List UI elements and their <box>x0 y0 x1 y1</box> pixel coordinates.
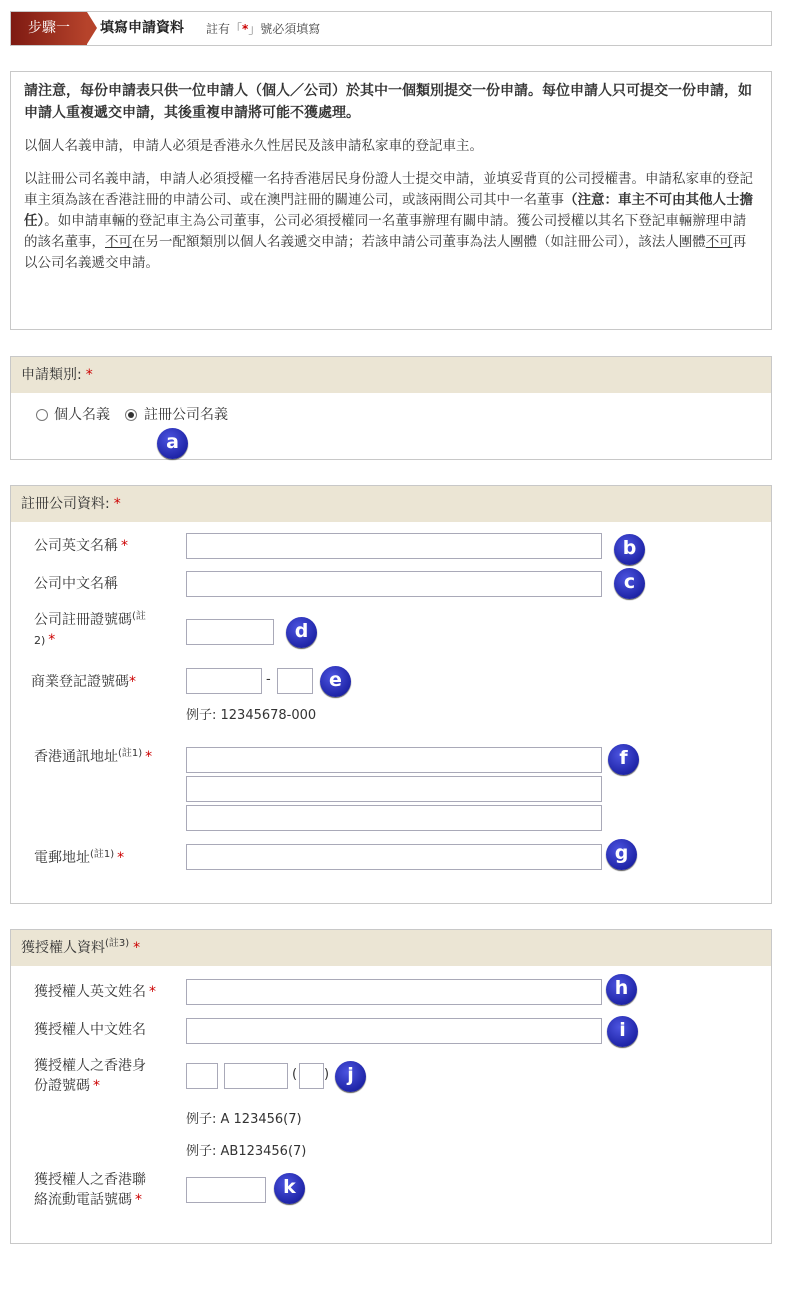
callout-badge-f: f <box>608 744 639 775</box>
authorised-heading: 獲授權人資料$^{(註3)}$ * <box>11 930 771 966</box>
radio-personal[interactable] <box>36 409 48 421</box>
notice-warning: 請注意，每份申請表只供一位申請人（個人／公司）於其中一個類別提交一份申請。每位申請人只可提交一份申請，如申請人重複遞交申請，其後重複申請將可能不獲處理。 <box>24 83 752 121</box>
radio-company[interactable] <box>125 409 137 421</box>
option-company-label[interactable]: 註冊公司名義 <box>144 407 228 423</box>
auth-zh-name-label: 獲授權人中文姓名 <box>34 1022 146 1038</box>
hkid-example-2: 例子: AB123456(7) <box>186 1144 307 1159</box>
auth-hkid-check-input[interactable] <box>299 1063 324 1089</box>
required-note: 註有「*」號必須填寫 <box>206 22 321 36</box>
company-address-line1[interactable] <box>186 747 602 773</box>
callout-badge-h: h <box>606 974 637 1005</box>
notice-box <box>10 71 772 330</box>
company-en-name-label: 公司英文名稱 * <box>34 538 128 554</box>
step-tab: 步驟一 <box>11 12 87 45</box>
company-email-label: 電郵地址$^{(註1)}$ * <box>34 849 125 866</box>
company-cr-input[interactable] <box>186 619 274 645</box>
step-arrow-icon <box>87 12 97 44</box>
hkid-example-1: 例子: A 123456(7) <box>186 1112 302 1127</box>
notice-company: 以註冊公司名義申請，申請人必須授權一名持香港居民身份證人士提交申請，並填妥背頁的公司授權書。申請私家車的登記車主須為該在香港註冊的申請公司、或在澳門註冊的關連公司，或該兩間公司其中一名董事（注意：車主不可由其他人士擔任）。如申請車輛的登記車主為公司董事，公司必須授權同一名董事辦理有關申請。獲公司授權以其名下登記車輛辦理申請的該名董事，不可在另一配額類別以個人名義遞交申請；若該申請公司董事為法人團體（如註冊公司），該法人團體不可再以公司名義遞交申請。 <box>24 171 753 271</box>
company-en-name-input[interactable] <box>186 533 602 559</box>
company-heading: 註冊公司資料: * <box>11 486 771 522</box>
option-personal-label[interactable]: 個人名義 <box>54 407 110 423</box>
callout-badge-c: c <box>614 568 645 599</box>
callout-badge-j: j <box>335 1061 366 1092</box>
step-header <box>10 11 772 46</box>
step-title: 填寫申請資料 <box>100 20 184 36</box>
company-section <box>10 485 772 904</box>
auth-mobile-input[interactable] <box>186 1177 266 1203</box>
callout-badge-e: e <box>320 666 351 697</box>
company-br-input-main[interactable] <box>186 668 262 694</box>
br-example: 例子: 12345678-000 <box>186 708 317 723</box>
callout-badge-b: b <box>614 534 645 565</box>
auth-en-name-label: 獲授權人英文姓名 * <box>34 984 156 1000</box>
company-zh-name-input[interactable] <box>186 571 602 597</box>
notice-personal: 以個人名義申請，申請人必須是香港永久性居民及該申請私家車的登記車主。 <box>24 138 483 154</box>
callout-badge-g: g <box>606 839 637 870</box>
auth-en-name-input[interactable] <box>186 979 602 1005</box>
callout-badge-k: k <box>274 1173 305 1204</box>
callout-badge-i: i <box>607 1016 638 1047</box>
auth-hkid-digits-input[interactable] <box>224 1063 288 1089</box>
category-heading: 申請類別: * <box>11 357 771 393</box>
hkid-close-paren: ) <box>324 1067 330 1082</box>
company-br-input-branch[interactable] <box>277 668 313 694</box>
company-br-label: 商業登記證號碼* <box>31 674 136 690</box>
auth-hkid-prefix-input[interactable] <box>186 1063 218 1089</box>
company-address-line3[interactable] <box>186 805 602 831</box>
callout-badge-a: a <box>157 428 188 459</box>
callout-badge-d: d <box>286 617 317 648</box>
company-email-input[interactable] <box>186 844 602 870</box>
auth-zh-name-input[interactable] <box>186 1018 602 1044</box>
company-address-label: 香港通訊地址$^{(註1)}$ * <box>34 748 153 765</box>
hkid-open-paren: ( <box>292 1067 298 1082</box>
authorised-section <box>10 929 772 1244</box>
auth-mobile-label: 獲授權人之香港聯 絡流動電話號碼 * <box>34 1172 146 1208</box>
br-dash: - <box>266 672 271 687</box>
category-section <box>10 356 772 460</box>
company-cr-label: 公司註冊證號碼$^{(註}$ 2) * <box>34 611 146 648</box>
company-zh-name-label: 公司中文名稱 <box>34 576 118 592</box>
auth-hkid-label: 獲授權人之香港身 份證號碼 * <box>34 1058 146 1094</box>
company-address-line2[interactable] <box>186 776 602 802</box>
